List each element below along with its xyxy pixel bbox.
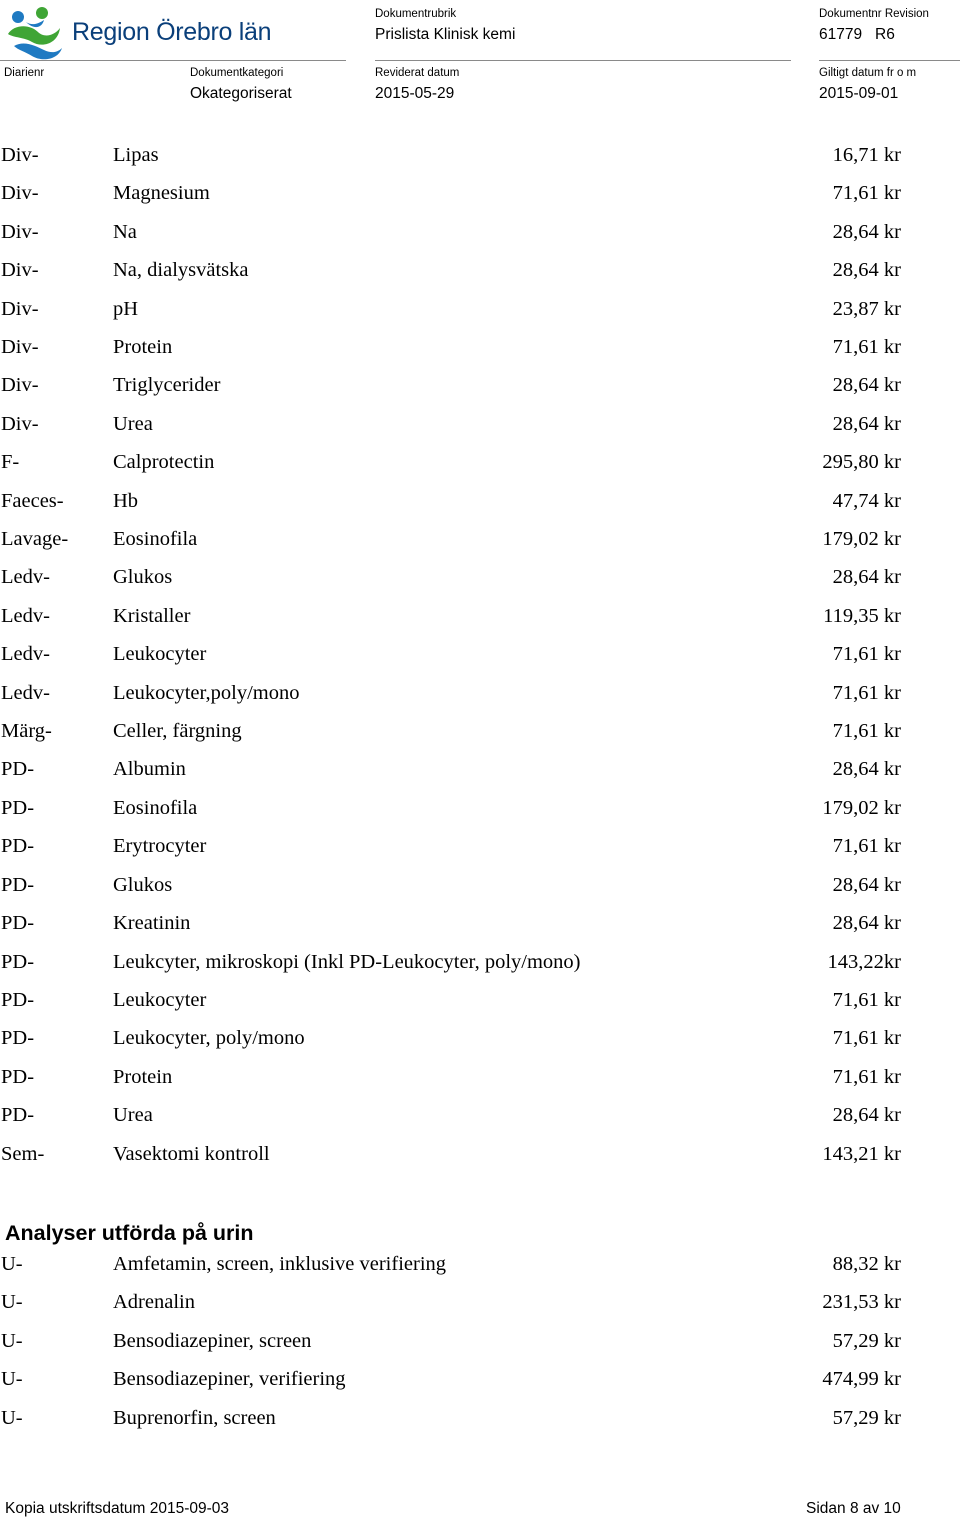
sample-prefix: PD-: [1, 989, 35, 1011]
diarienr-label: Diarienr: [4, 67, 45, 79]
table-row: [0, 1104, 960, 1142]
valid-date-value: 2015-09-01: [819, 85, 899, 102]
analysis-name: Erytrocyter: [113, 835, 207, 857]
sample-prefix: Ledv-: [1, 566, 50, 588]
analysis-name: Urea: [113, 1104, 153, 1126]
sample-prefix: Lavage-: [1, 528, 69, 550]
price: 23,87 kr: [832, 298, 901, 320]
region-logo-icon: [4, 2, 66, 62]
price: 71,61 kr: [832, 1066, 901, 1088]
analysis-name: Na: [113, 221, 137, 243]
table-row: [0, 989, 960, 1027]
price: 71,61 kr: [832, 682, 901, 704]
analysis-name: Buprenorfin, screen: [113, 1407, 276, 1429]
sample-prefix: PD-: [1, 951, 35, 973]
sample-prefix: PD-: [1, 797, 35, 819]
sample-prefix: Div-: [1, 413, 39, 435]
analysis-name: Lipas: [113, 144, 159, 166]
sample-prefix: PD-: [1, 835, 35, 857]
price: 179,02 kr: [822, 528, 901, 550]
sample-prefix: PD-: [1, 874, 35, 896]
price: 474,99 kr: [822, 1368, 901, 1390]
table-row: [0, 720, 960, 758]
table-row: [0, 874, 960, 912]
table-row: [0, 1291, 960, 1329]
analysis-name: Leukocyter: [113, 989, 207, 1011]
page-number: Sidan 8 av 10: [806, 1500, 901, 1517]
price: 71,61 kr: [832, 1027, 901, 1049]
sample-prefix: PD-: [1, 1104, 35, 1126]
analysis-name: Kreatinin: [113, 912, 191, 934]
analysis-name: Eosinofila: [113, 528, 198, 550]
table-row: [0, 298, 960, 336]
sample-prefix: Faeces-: [1, 490, 64, 512]
table-row: [0, 374, 960, 412]
sample-prefix: F-: [1, 451, 20, 473]
analysis-name: Na, dialysvätska: [113, 259, 249, 281]
sample-prefix: Div-: [1, 259, 39, 281]
doc-rubric-value: Prislista Klinisk kemi: [375, 26, 516, 43]
analysis-name: Celler, färgning: [113, 720, 242, 742]
table-row: [0, 682, 960, 720]
print-date: Kopia utskriftsdatum 2015-09-03: [5, 1500, 230, 1517]
table-row: [0, 1027, 960, 1065]
price: 71,61 kr: [832, 336, 901, 358]
table-row: [0, 144, 960, 182]
price: 57,29 kr: [832, 1330, 901, 1352]
table-row: [0, 413, 960, 451]
analysis-name: Magnesium: [113, 182, 210, 204]
analysis-name: Urea: [113, 413, 153, 435]
sample-prefix: Div-: [1, 182, 39, 204]
price: 28,64 kr: [832, 912, 901, 934]
sample-prefix: PD-: [1, 912, 35, 934]
org-name: Region Örebro län: [72, 18, 272, 46]
price: 71,61 kr: [832, 989, 901, 1011]
analysis-name: Leukocyter: [113, 643, 207, 665]
price: 119,35 kr: [823, 605, 901, 627]
sample-prefix: U-: [1, 1407, 23, 1429]
sample-prefix: Sem-: [1, 1143, 45, 1165]
table-row: [0, 182, 960, 220]
analysis-name: Albumin: [113, 758, 186, 780]
table-row: [0, 1143, 960, 1181]
price: 88,32 kr: [832, 1253, 901, 1275]
sample-prefix: U-: [1, 1368, 23, 1390]
analysis-name: Bensodiazepiner, screen: [113, 1330, 312, 1352]
table-row: [0, 259, 960, 297]
price: 71,61 kr: [832, 643, 901, 665]
analysis-name: Leukocyter,poly/mono: [113, 682, 300, 704]
price: 28,64 kr: [832, 758, 901, 780]
region-orebro-logo: [4, 2, 294, 62]
sample-prefix: PD-: [1, 1066, 35, 1088]
table-row: [0, 643, 960, 681]
analysis-name: Leukocyter, poly/mono: [113, 1027, 305, 1049]
table-row: [0, 912, 960, 950]
price: 16,71 kr: [832, 144, 901, 166]
price: 71,61 kr: [832, 835, 901, 857]
table-row: [0, 451, 960, 489]
price: 179,02 kr: [822, 797, 901, 819]
price: 143,22kr: [827, 951, 901, 973]
sample-prefix: Div-: [1, 221, 39, 243]
sample-prefix: U-: [1, 1253, 23, 1275]
price: 28,64 kr: [832, 1104, 901, 1126]
analysis-name: Adrenalin: [113, 1291, 195, 1313]
analysis-name: Protein: [113, 336, 173, 358]
price: 143,21 kr: [822, 1143, 901, 1165]
table-row: [0, 1253, 960, 1291]
table-row: [0, 528, 960, 566]
analysis-name: Glukos: [113, 566, 173, 588]
table-row: [0, 758, 960, 796]
analysis-name: Amfetamin, screen, inklusive verifiering: [113, 1253, 447, 1275]
sample-prefix: Div-: [1, 336, 39, 358]
price: 28,64 kr: [832, 221, 901, 243]
sample-prefix: U-: [1, 1291, 23, 1313]
sample-prefix: Ledv-: [1, 605, 50, 627]
sample-prefix: PD-: [1, 1027, 35, 1049]
analysis-name: Vasektomi kontroll: [113, 1143, 270, 1165]
analysis-name: Kristaller: [113, 605, 191, 627]
doc-number-value: 61779 R6: [819, 26, 895, 43]
table-row: [0, 490, 960, 528]
header-divider: [0, 60, 346, 61]
doc-rubric-label: Dokumentrubrik: [375, 8, 457, 20]
price: 28,64 kr: [832, 874, 901, 896]
analysis-name: Triglycerider: [113, 374, 221, 396]
table-row: [0, 1330, 960, 1368]
sample-prefix: Märg-: [1, 720, 52, 742]
table-row: [0, 336, 960, 374]
sample-prefix: PD-: [1, 758, 35, 780]
revised-date-value: 2015-05-29: [375, 85, 455, 102]
table-row: [0, 797, 960, 835]
analysis-name: pH: [113, 298, 139, 320]
price: 71,61 kr: [832, 720, 901, 742]
analysis-name: Leukcyter, mikroskopi (Inkl PD-Leukocyter, poly/mono): [113, 951, 581, 973]
sample-prefix: U-: [1, 1330, 23, 1352]
section-title-urine: Analyser utförda på urin: [5, 1221, 254, 1245]
table-row: [0, 221, 960, 259]
table-row: [0, 605, 960, 643]
analysis-name: Bensodiazepiner, verifiering: [113, 1368, 346, 1390]
table-row: [0, 1066, 960, 1104]
header-divider: [375, 60, 791, 61]
analysis-name: Calprotectin: [113, 451, 215, 473]
price: 28,64 kr: [832, 374, 901, 396]
revised-date-label: Reviderat datum: [375, 67, 460, 79]
price: 71,61 kr: [832, 182, 901, 204]
price: 28,64 kr: [832, 413, 901, 435]
category-label: Dokumentkategori: [190, 67, 284, 79]
price: 57,29 kr: [832, 1407, 901, 1429]
table-row: [0, 951, 960, 989]
header-divider: [819, 60, 960, 61]
price: 47,74 kr: [832, 490, 901, 512]
valid-date-label: Giltigt datum fr o m: [819, 67, 917, 79]
price: 295,80 kr: [822, 451, 901, 473]
price: 231,53 kr: [822, 1291, 901, 1313]
price: 28,64 kr: [832, 259, 901, 281]
price: 28,64 kr: [832, 566, 901, 588]
sample-prefix: Ledv-: [1, 643, 50, 665]
table-row: [0, 1407, 960, 1445]
doc-number-label: Dokumentnr Revision: [819, 8, 929, 20]
sample-prefix: Div-: [1, 374, 39, 396]
analysis-name: Glukos: [113, 874, 173, 896]
table-row: [0, 566, 960, 604]
analysis-name: Hb: [113, 490, 139, 512]
sample-prefix: Ledv-: [1, 682, 50, 704]
sample-prefix: Div-: [1, 298, 39, 320]
analysis-name: Eosinofila: [113, 797, 198, 819]
analysis-name: Protein: [113, 1066, 173, 1088]
table-row: [0, 835, 960, 873]
sample-prefix: Div-: [1, 144, 39, 166]
table-row: [0, 1368, 960, 1406]
category-value: Okategoriserat: [190, 85, 292, 102]
